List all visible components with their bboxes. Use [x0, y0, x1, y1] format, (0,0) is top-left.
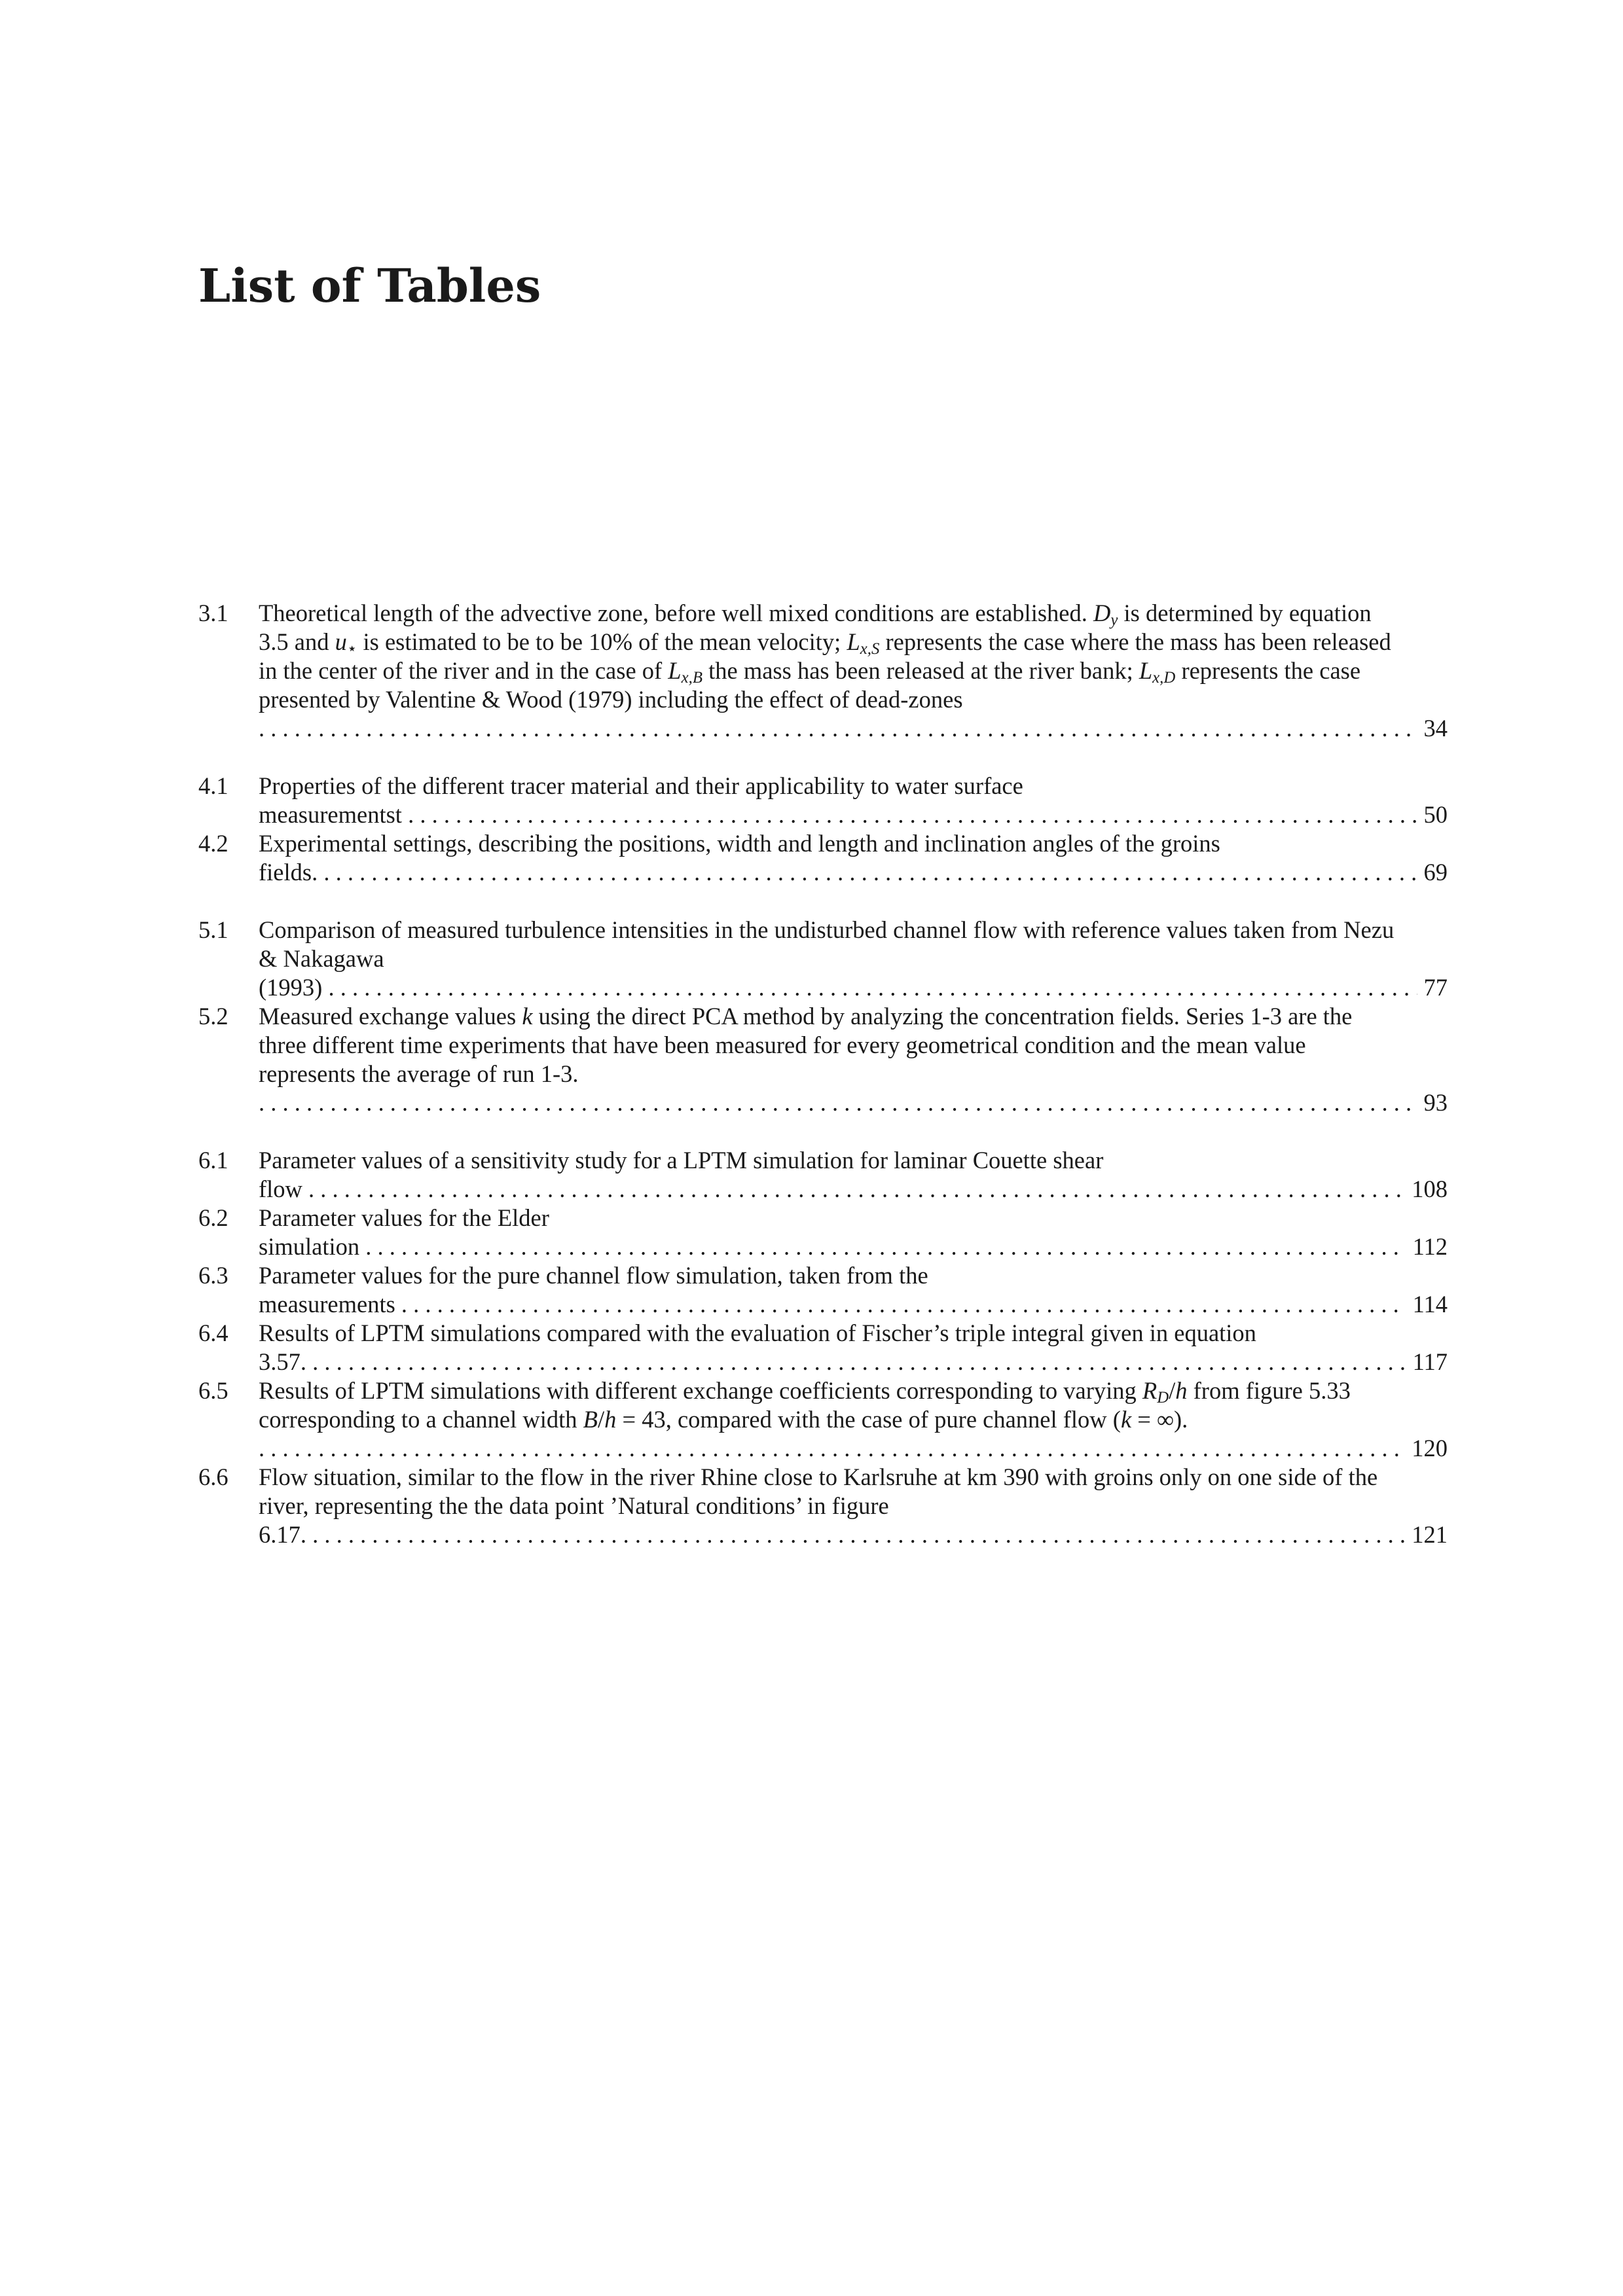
- toc-entry-5-2[interactable]: [198, 1002, 1448, 1117]
- chapter-3-group: [198, 599, 1448, 743]
- page-number: 120: [1405, 1434, 1448, 1463]
- chapter-5-group: [198, 916, 1448, 1117]
- table-number: 4.2: [198, 830, 228, 857]
- toc-entry-4-1[interactable]: [198, 772, 1448, 829]
- page-number: 117: [1406, 1348, 1448, 1376]
- chapter-4-group: [198, 772, 1448, 887]
- page-number: 77: [1417, 973, 1448, 1002]
- toc-entry-6-2[interactable]: [198, 1204, 1448, 1261]
- table-number: 5.2: [198, 1003, 228, 1030]
- toc-entry-6-3[interactable]: [198, 1261, 1448, 1319]
- table-number: 6.5: [198, 1377, 228, 1404]
- toc-entry-6-4[interactable]: [198, 1319, 1448, 1376]
- table-caption: Theoretical length of the advective zone, before well mixed conditions are established. $D_y$ is determined by equation 3.5 and $u_⋆$ is estimated to be to be 10% of the mean velocity; $L_{x,S}$ represents the case where the mass has been released in the center of the river and in the case of $L_{x,B}$ the mass has been released at the river bank; $L_{x,D}$ represents the case presented by Valentine & Wood (1979) including the effect of dead-zones . . .: [259, 600, 1448, 742]
- toc-entry-6-6[interactable]: [198, 1463, 1448, 1549]
- toc-entry-3-1[interactable]: [198, 599, 1448, 743]
- page-number: 112: [1406, 1232, 1448, 1261]
- table-caption: Flow situation, similar to the flow in the river Rhine close to Karlsruhe at km 390 with groins only on one side of the river, representing the the data point ’Natural conditions’ in figure 6.17. . . .: [259, 1463, 1448, 1548]
- table-caption: Measured exchange values k using the direct PCA method by analyzing the concentration fields. Series 1-3 are the three different time experiments that have been measured for every geometrical condition and the mean value represents the average of run 1-3. . . .: [259, 1003, 1448, 1116]
- page-number: 121: [1405, 1520, 1448, 1549]
- table-number: 6.1: [198, 1147, 228, 1174]
- toc-entry-5-1[interactable]: [198, 916, 1448, 1002]
- chapter-6-group: [198, 1146, 1448, 1549]
- table-number: 6.6: [198, 1463, 228, 1490]
- table-number: 6.2: [198, 1204, 228, 1231]
- page-number: 69: [1417, 858, 1448, 887]
- table-caption: Parameter values of a sensitivity study for a LPTM simulation for laminar Couette shear flow . . .: [259, 1147, 1448, 1202]
- table-caption: Parameter values for the pure channel flow simulation, taken from the measurements . . .: [259, 1262, 1448, 1318]
- page-title: List of Tables: [198, 259, 541, 313]
- list-of-tables: [198, 599, 1448, 1578]
- table-caption: Properties of the different tracer material and their applicability to water surface measurementst . . .: [259, 772, 1448, 828]
- page-number: 50: [1417, 800, 1448, 829]
- table-number: 3.1: [198, 600, 228, 626]
- page-number: 108: [1405, 1175, 1448, 1204]
- table-caption: Comparison of measured turbulence intensities in the undisturbed channel flow with reference values taken from Nezu & Nakagawa (1993) . . .: [259, 916, 1448, 1001]
- toc-entry-6-1[interactable]: [198, 1146, 1448, 1204]
- table-number: 6.4: [198, 1319, 228, 1346]
- page-number: 93: [1417, 1088, 1448, 1117]
- table-number: 4.1: [198, 772, 228, 799]
- toc-entry-4-2[interactable]: [198, 829, 1448, 887]
- table-caption: Parameter values for the Elder simulation . . .: [259, 1204, 1448, 1260]
- table-caption: Experimental settings, describing the positions, width and length and inclination angles of the groins fields. . . .: [259, 830, 1448, 886]
- page-number: 114: [1406, 1290, 1448, 1319]
- table-number: 5.1: [198, 916, 228, 943]
- table-caption: Results of LPTM simulations with different exchange coefficients corresponding to varying $R_D/h$ from figure 5.33 corresponding to a channel width B/h = 43, compared with the case of pure channel flow (k = ∞). . . .: [259, 1377, 1448, 1462]
- table-number: 6.3: [198, 1262, 228, 1289]
- table-caption: Results of LPTM simulations compared with the evaluation of Fischer’s triple integral given in equation 3.57. . . .: [259, 1319, 1448, 1375]
- page-number: 34: [1417, 714, 1448, 743]
- toc-entry-6-5[interactable]: [198, 1376, 1448, 1463]
